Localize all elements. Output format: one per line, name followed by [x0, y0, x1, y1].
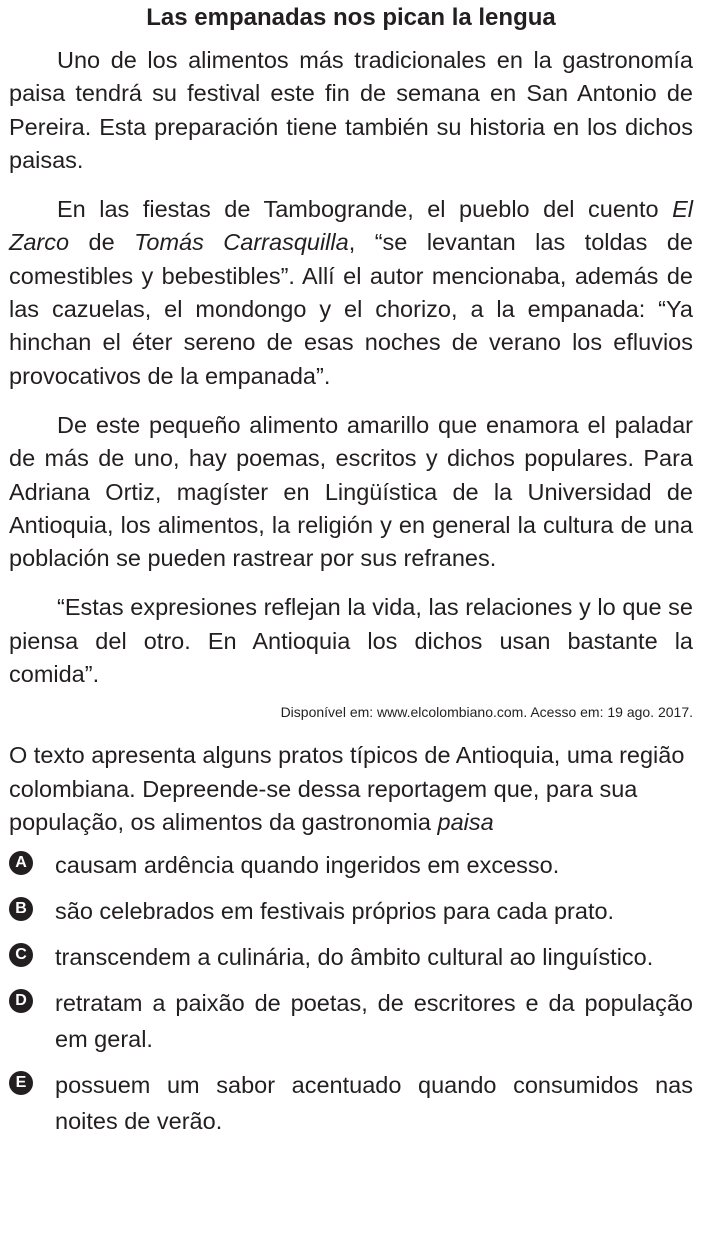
- option-c[interactable]: [9, 939, 693, 975]
- paragraph-2-before: En las fiestas de Tambogrande, el pueblo del cuento: [57, 196, 673, 223]
- question-stem-text: O texto apresenta alguns pratos típicos de Antioquia, uma região colombiana. Depreende-se dessa reportagem que, para sua população, os alimentos da gastronomia: [9, 742, 685, 835]
- option-c-text: transcendem a culinária, do âmbito cultural ao linguístico.: [55, 944, 654, 971]
- option-d-text: retratam a paixão de poetas, de escritores e da população em geral.: [55, 990, 693, 1053]
- option-b[interactable]: [9, 893, 693, 929]
- author-name: Tomás Carrasquilla: [134, 229, 349, 256]
- article-paragraph-1: Uno de los alimentos más tradicionales en la gastronomía paisa tendrá su festival este fin de semana en San Antonio de Pereira. Esta preparación tiene también su historia en los dichos paisas.: [9, 47, 693, 173]
- option-a-badge: A: [9, 851, 33, 875]
- paragraph-2-mid: de: [69, 229, 135, 256]
- option-b-text: são celebrados em festivais próprios para cada prato.: [55, 898, 615, 925]
- option-e[interactable]: [9, 1067, 693, 1139]
- option-e-text: possuem um sabor acentuado quando consumidos nas noites de verão.: [55, 1072, 693, 1135]
- option-d-badge: D: [9, 989, 33, 1013]
- exam-page: [0, 4, 702, 1236]
- work-title: El Zarco: [9, 196, 693, 256]
- option-a-text: causam ardência quando ingeridos em excesso.: [55, 852, 560, 879]
- option-b-badge: B: [9, 897, 33, 921]
- answer-options: [9, 847, 693, 1139]
- article-paragraph-4: “Estas expresiones reflejan la vida, las relaciones y lo que se piensa del otro. En Antioquia los dichos usan bastante la comida”.: [9, 594, 693, 688]
- question-stem-italic: paisa: [437, 808, 494, 835]
- option-e-badge: E: [9, 1071, 33, 1095]
- option-c-badge: C: [9, 943, 33, 967]
- article-paragraph-2: [9, 193, 693, 393]
- article-paragraph-3: De este pequeño alimento amarillo que enamora el paladar de más de uno, hay poemas, escritos y dichos populares. Para Adriana Ortiz, magíster en Lingüística de la Universidad de Antioquia, los alimentos, la religión y en general la cultura de una población se pueden rastrear por sus refranes.: [9, 411, 693, 572]
- source-citation: Disponível em: www.elcolombiano.com. Acesso em: 19 ago. 2017.: [280, 704, 693, 721]
- article-title: Las empanadas nos pican la lengua: [146, 4, 556, 31]
- question-stem: [9, 739, 693, 839]
- option-d[interactable]: [9, 985, 693, 1057]
- paragraph-2-after: , “se levantan las toldas de comestibles y bebestibles”. Allí el autor mencionaba, además de las cazuelas, el mondongo y el chorizo, a la empanada: “Ya hinchan el éter sereno de esas noches de verano los efluvios provocativos de la empanada”.: [9, 229, 693, 389]
- option-a[interactable]: [9, 847, 693, 883]
